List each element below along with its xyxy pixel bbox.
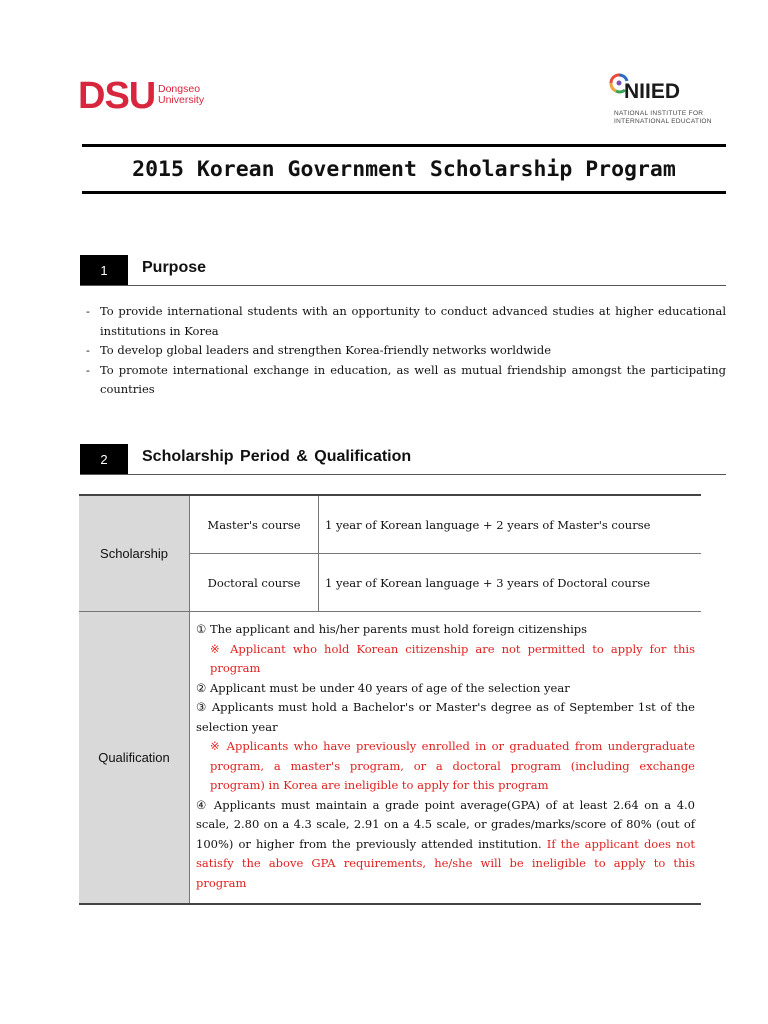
qualification-header-cell: Qualification — [79, 612, 190, 905]
qualification-item — [196, 796, 695, 894]
qualification-note: ※ Applicants who have previously enrolled in or graduated from undergraduate program, a master's program, or a doctoral program (including exchange program) in Korea are ineligible to apply for this program — [210, 739, 695, 792]
duration-cell: 1 year of Korean language + 2 years of Master's course — [319, 495, 702, 554]
table-row — [79, 612, 701, 905]
scholarship-header-cell: Scholarship — [79, 495, 190, 612]
qualification-item: ① The applicant and his/her parents must hold foreign citizenships — [196, 622, 588, 636]
section-title: Scholarship Period & Qualification — [142, 448, 412, 465]
qualification-item: ② Applicant must be under 40 years of age of the selection year — [196, 680, 570, 695]
niied-full-line1: NATIONAL INSTITUTE FOR — [614, 110, 704, 117]
scholarship-table — [79, 494, 701, 905]
section-number: 1 — [80, 255, 128, 285]
dsu-name-line1: Dongseo — [158, 83, 201, 95]
section-header-purpose — [80, 255, 726, 286]
dsu-logo-text — [158, 84, 204, 106]
list-item: - To provide international students with an opportunity to conduct advanced studies at higher educational institutions in Korea — [86, 302, 726, 341]
niied-full-line2: INTERNATIONAL EDUCATION — [614, 118, 712, 125]
dsu-name-line2: University — [158, 94, 205, 106]
qualification-cell — [190, 612, 702, 905]
qualification-gpa-text: ④ Applicants must maintain a grade point average(GPA) of at least 2.64 on a 4.0 scale, 2.80 on a 4.3 scale, 2.91 on a 4.5 scale, or grades/marks/score of 80% (out of 100%) or higher from the previously attended institution. — [196, 797, 695, 851]
course-cell: Doctoral course — [190, 554, 319, 612]
niied-logo-name: NIIED — [624, 80, 681, 103]
section-title: Purpose — [142, 259, 207, 276]
qualification-item: ③ Applicants must hold a Bachelor's or Master's degree as of September 1st of the selection year — [196, 700, 695, 734]
table-row — [79, 495, 701, 554]
qualification-gpa-note: If the applicant does not satisfy the above GPA requirements, he/she will be ineligible to apply to this program — [196, 836, 695, 890]
dsu-logo-mark: DSU — [78, 75, 156, 117]
section-header-period-qualification — [80, 444, 726, 475]
course-cell: Master's course — [190, 495, 319, 554]
section-number: 2 — [80, 444, 128, 474]
document-title-box — [82, 144, 726, 194]
niied-logo — [608, 68, 738, 132]
document-title: 2015 Korean Government Scholarship Program — [132, 156, 676, 182]
list-item: - To promote international exchange in education, as well as mutual friendship amongst the participating countries — [86, 361, 726, 400]
purpose-list — [86, 302, 726, 400]
qualification-note: ※ Applicant who hold Korean citizenship are not permitted to apply for this program — [210, 641, 695, 675]
niied-full-name — [614, 110, 712, 126]
list-item: - To develop global leaders and strengthen Korea-friendly networks worldwide — [86, 341, 726, 361]
duration-cell: 1 year of Korean language + 3 years of Doctoral course — [319, 554, 702, 612]
